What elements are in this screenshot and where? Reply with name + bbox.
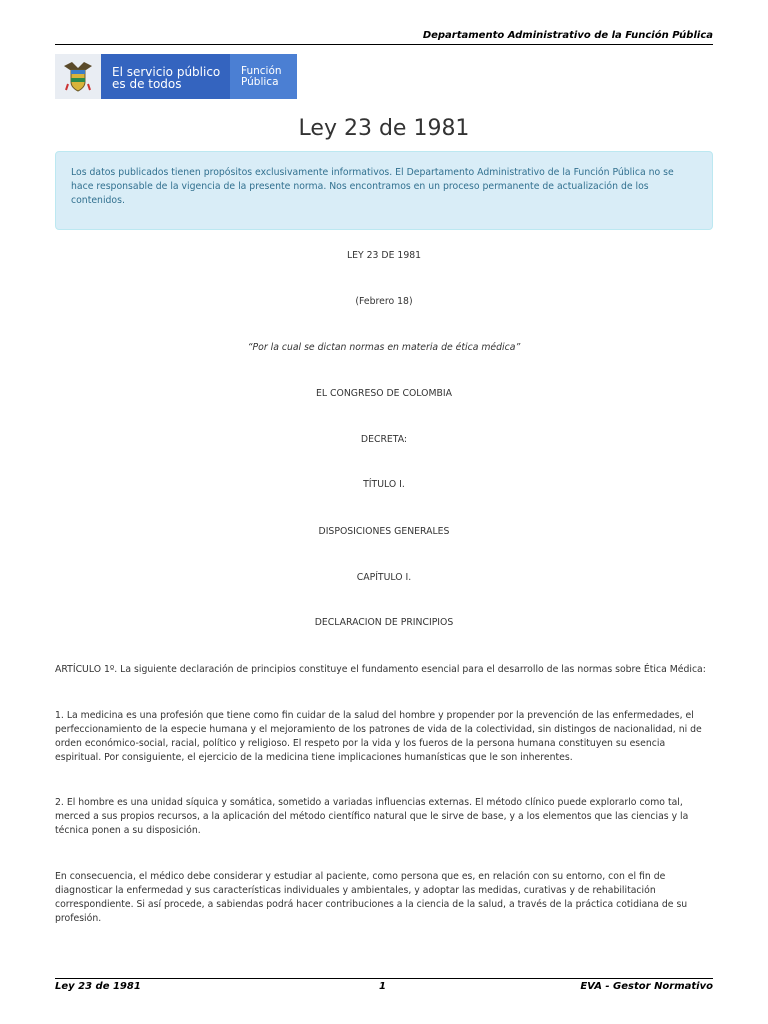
titulo-name: DISPOSICIONES GENERALES — [318, 526, 450, 537]
logo — [55, 54, 297, 99]
logo-brand-line2: Pública — [241, 76, 279, 88]
page-title: Ley 23 de 1981 — [298, 116, 470, 141]
footer-divider — [55, 978, 713, 979]
disclaimer-notice: Los datos publicados tienen propósitos exclusivamente informativos. El Departamento Administrativo de la Función Pública no se hace responsable de la vigencia de la presente norma. Nos encontramos en un proceso permanente de actualización de los contenidos. — [55, 151, 713, 230]
logo-brand — [230, 54, 297, 99]
footer-system-name: EVA - Gestor Normativo — [580, 981, 713, 992]
header-department: Departamento Administrativo de la Función Pública — [422, 30, 713, 41]
header-divider — [55, 44, 713, 45]
logo-slogan — [101, 54, 230, 99]
article-1-point-1: 1. La medicina es una profesión que tiene como fin cuidar de la salud del hombre y propender por la prevención de las enfermedades, el perfeccionamiento de la especie humana y el mejoramiento de los patrones de vida de la colectividad, sin distingos de nacionalidad, ni de orden económico-social, racial, político y religioso. El respeto por la vida y los fueros de la persona humana constituyen su esencia espiritual. Por consiguiente, el ejercicio de la medicina tiene implicaciones humanísticas que le son inherentes. — [55, 710, 702, 763]
footer-page-number: 1 — [379, 981, 386, 992]
article-1: ARTÍCULO 1º. La siguiente declaración de principios constituye el fundamento esencial para el desarrollo de las normas sobre Ética Médica: — [55, 664, 706, 675]
logo-brand-line1: Función — [241, 65, 282, 77]
capitulo-heading: CAPÍTULO I. — [356, 572, 412, 583]
titulo-heading: TÍTULO I. — [363, 479, 405, 490]
law-heading: LEY 23 DE 1981 — [346, 250, 422, 261]
article-1-point-2: 2. El hombre es una unidad síquica y somática, sometido a variadas influencias externas. El método clínico puede explorarlo como tal, merced a sus propios recursos, a la aplicación del método científico natural que le sirve de base, y a los elementos que las ciencias y la técnica ponen a su disposición. — [55, 797, 689, 836]
colombia-coat-of-arms-icon — [55, 54, 101, 99]
capitulo-name: DECLARACION DE PRINCIPIOS — [314, 617, 454, 628]
footer-law-name: Ley 23 de 1981 — [55, 981, 141, 992]
law-subject: “Por la cual se dictan normas en materia de ética médica” — [247, 342, 521, 353]
logo-slogan-line1: El servicio público — [112, 65, 221, 79]
decreta-heading: DECRETA: — [360, 434, 408, 445]
logo-slogan-line2: es de todos — [112, 77, 182, 91]
congress-heading: EL CONGRESO DE COLOMBIA — [316, 388, 452, 399]
law-date: (Febrero 18) — [355, 296, 413, 307]
article-1-paragraph: En consecuencia, el médico debe considerar y estudiar al paciente, como persona que es, en relación con su entorno, con el fin de diagnosticar la enfermedad y sus características individuales y ambientales, y adoptar las medidas, curativas y de rehabilitación correspondiente. Si así procede, a sabiendas podrá hacer contribuciones a la ciencia de la salud, a través de la práctica cotidiana de su profesión. — [55, 871, 688, 924]
